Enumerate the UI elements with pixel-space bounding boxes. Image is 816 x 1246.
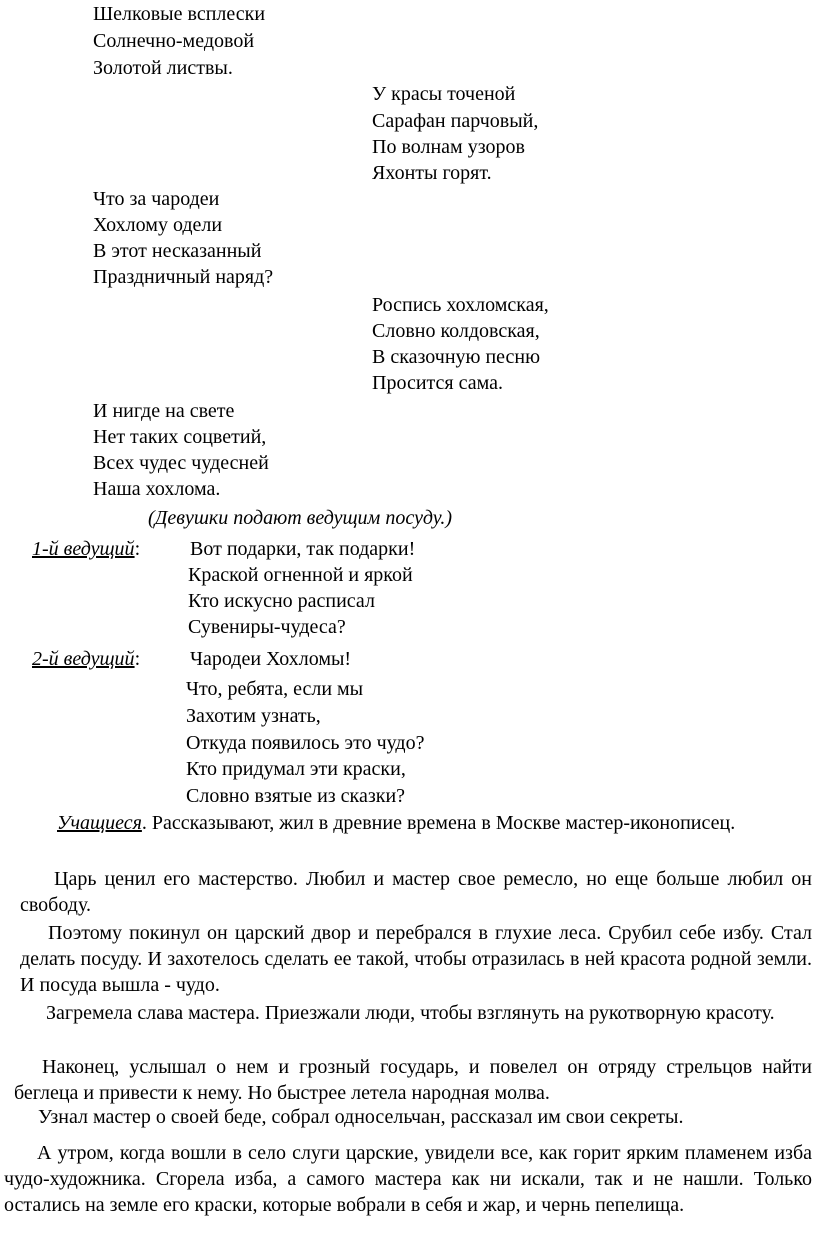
verse-line: Хохлому одели — [93, 214, 223, 236]
verse-line: Захотим узнать, — [186, 705, 321, 727]
verse-line: Просится сама. — [372, 372, 503, 394]
verse-line: Яхонты горят. — [372, 162, 492, 184]
verse-line: У красы точеной — [372, 83, 516, 105]
verse-line: В этот несказанный — [93, 240, 262, 262]
verse-line: По волнам узоров — [372, 136, 525, 158]
verse-line: Сувениры-чудеса? — [188, 616, 346, 638]
verse-line: Шелковые всплески — [93, 3, 266, 25]
speaker-1-label — [32, 536, 140, 562]
speaker-1-colon: : — [134, 538, 141, 560]
verse-line: Нет таких соцветий, — [93, 426, 267, 448]
students-text: . Рассказывают, жил в древние времена в Москве мастер-иконописец. — [141, 812, 736, 834]
verse-line: Вот подарки, так подарки! — [190, 538, 416, 560]
verse-line: Праздничный наряд? — [93, 266, 274, 288]
speaker-2-colon: : — [134, 648, 141, 670]
paragraph: Царь ценил его мастерство. Любил и мастер свое ремесло, но еще больше любил он свободу. — [20, 868, 812, 916]
speaker-2-role: 2-й ведущий — [32, 648, 135, 670]
verse-line: И нигде на свете — [93, 400, 235, 422]
paragraph: Загремела слава мастера. Приезжали люди, чтобы взглянуть на рукотворную красоту. — [46, 1002, 775, 1024]
paragraph: Узнал мастер о своей беде, собрал односельчан, рассказал им свои секреты. — [38, 1106, 684, 1128]
verse-line: Золотой листвы. — [93, 57, 233, 79]
paragraph: А утром, когда вошли в село слуги царские, увидели все, как горит ярким пламенем изба чудо-художника. Сгорела изба, а самого мастера как ни искали, так и не нашли. Только остались на земле его краски, которые вобрали в себя и жар, и чернь пепелища. — [4, 1142, 812, 1216]
verse-line: Всех чудес чудесней — [93, 452, 269, 474]
stage-direction: (Девушки подают ведущим посуду.) — [148, 507, 453, 529]
verse-line: Кто придумал эти краски, — [186, 758, 406, 780]
verse-line: Чародеи Хохломы! — [190, 648, 352, 670]
verse-line: Кто искусно расписал — [188, 590, 375, 612]
verse-line: Солнечно-медовой — [93, 30, 255, 52]
verse-line: Откуда появилось это чудо? — [186, 732, 425, 754]
verse-line: Что, ребята, если мы — [186, 678, 364, 700]
verse-line: Краской огненной и яркой — [188, 564, 413, 586]
paragraph: Наконец, услышал о нем и грозный государь, и повелел он отряду стрельцов найти беглеца и привести к нему. Но быстрее летела народная молва. — [14, 1056, 812, 1104]
verse-line: В сказочную песню — [372, 346, 541, 368]
verse-line: Словно колдовская, — [372, 320, 540, 342]
speaker-2-label — [32, 646, 140, 672]
verse-line: Сарафан парчовый, — [372, 110, 539, 132]
verse-line: Наша хохлома. — [93, 478, 221, 500]
speaker-1-role: 1-й ведущий — [32, 538, 135, 560]
paragraph: Поэтому покинул он царский двор и перебрался в глухие леса. Срубил себе избу. Стал делать посуду. И захотелось сделать ее такой, чтобы отразилась в ней красота родной земли. И посуда вышла - чудо. — [20, 922, 812, 996]
students-paragraph — [20, 810, 812, 836]
verse-line: Словно взятые из сказки? — [186, 785, 406, 807]
verse-line: Роспись хохломская, — [372, 294, 549, 316]
students-role: Учащиеся — [57, 812, 142, 834]
verse-line: Что за чародеи — [93, 188, 220, 210]
